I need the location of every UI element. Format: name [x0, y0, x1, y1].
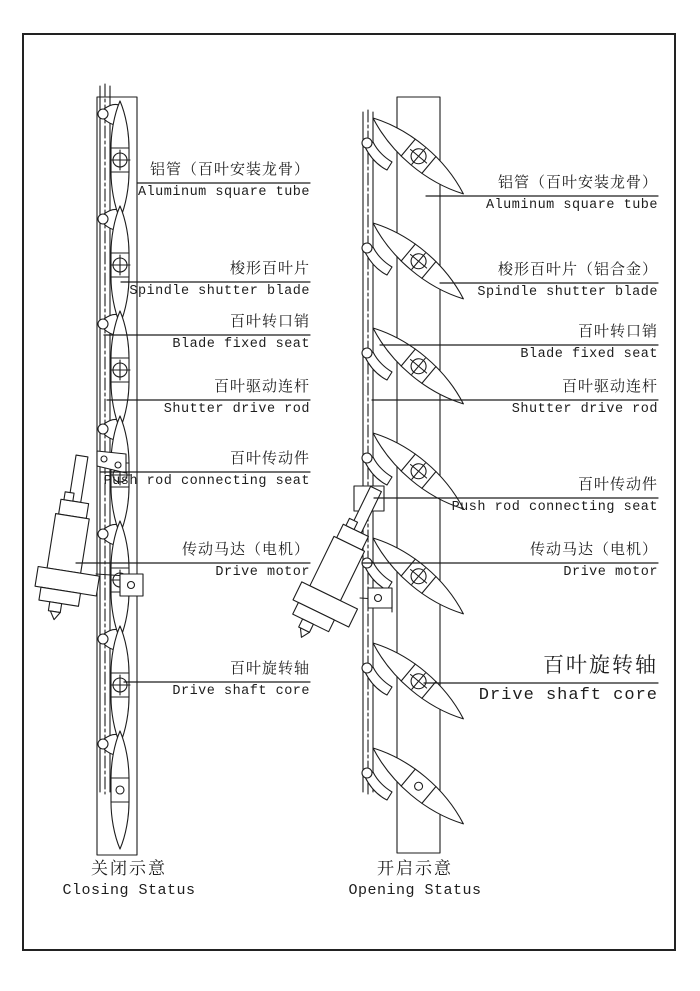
label-en: Drive shaft core	[172, 684, 310, 699]
label-en: Shutter drive rod	[163, 402, 310, 417]
label-shaft-core-left	[0, 661, 310, 699]
label-cn: 百叶传动件	[577, 476, 658, 493]
label-cn: 梭形百叶片	[229, 260, 310, 277]
label-blade-fixed-seat-left	[0, 314, 310, 352]
label-shaft-core-right	[348, 655, 658, 704]
label-cn: 百叶传动件	[229, 450, 310, 467]
label-cn: 铝管（百叶安装龙骨）	[149, 161, 310, 178]
label-en: Push rod connecting seat	[451, 500, 658, 515]
label-en: Aluminum square tube	[485, 198, 658, 213]
caption-cn: 关闭示意	[91, 859, 167, 878]
label-blade-fixed-seat-right	[348, 324, 658, 362]
label-spindle-blade-right	[348, 262, 658, 300]
label-drive-rod-right	[348, 379, 658, 417]
label-cn: 百叶转口销	[229, 313, 310, 330]
label-connecting-seat-left	[0, 451, 310, 489]
label-en: Blade fixed seat	[172, 337, 310, 352]
label-cn: 百叶旋转轴	[229, 660, 310, 677]
caption-closing-status	[39, 860, 219, 898]
label-cn: 传动马达（电机）	[529, 541, 658, 558]
label-cn: 传动马达（电机）	[181, 541, 310, 558]
label-en: Shutter drive rod	[511, 402, 658, 417]
label-aluminum-tube-left	[0, 162, 310, 200]
caption-cn: 开启示意	[377, 859, 453, 878]
caption-opening-status	[325, 860, 505, 898]
label-cn: 百叶转口销	[577, 323, 658, 340]
label-cn: 百叶驱动连杆	[213, 378, 310, 395]
label-en: Spindle shutter blade	[477, 285, 658, 300]
label-en: Spindle shutter blade	[129, 284, 310, 299]
label-en: Aluminum square tube	[137, 185, 310, 200]
label-en: Blade fixed seat	[520, 347, 658, 362]
leader-lines	[76, 183, 658, 683]
label-en: Drive motor	[215, 565, 310, 580]
label-cn: 百叶旋转轴	[543, 654, 658, 677]
label-aluminum-tube-right	[348, 175, 658, 213]
label-drive-rod-left	[0, 379, 310, 417]
label-connecting-seat-right	[348, 477, 658, 515]
label-drive-motor-left	[0, 542, 310, 580]
label-en: Push rod connecting seat	[103, 474, 310, 489]
label-cn: 百叶驱动连杆	[561, 378, 658, 395]
label-en: Drive motor	[563, 565, 658, 580]
label-cn: 梭形百叶片（铝合金）	[497, 261, 658, 278]
caption-en: Opening Status	[348, 882, 482, 899]
label-drive-motor-right	[348, 542, 658, 580]
label-spindle-blade-left	[0, 261, 310, 299]
label-cn: 铝管（百叶安装龙骨）	[497, 174, 658, 191]
label-en: Drive shaft core	[478, 686, 658, 705]
caption-en: Closing Status	[62, 882, 196, 899]
